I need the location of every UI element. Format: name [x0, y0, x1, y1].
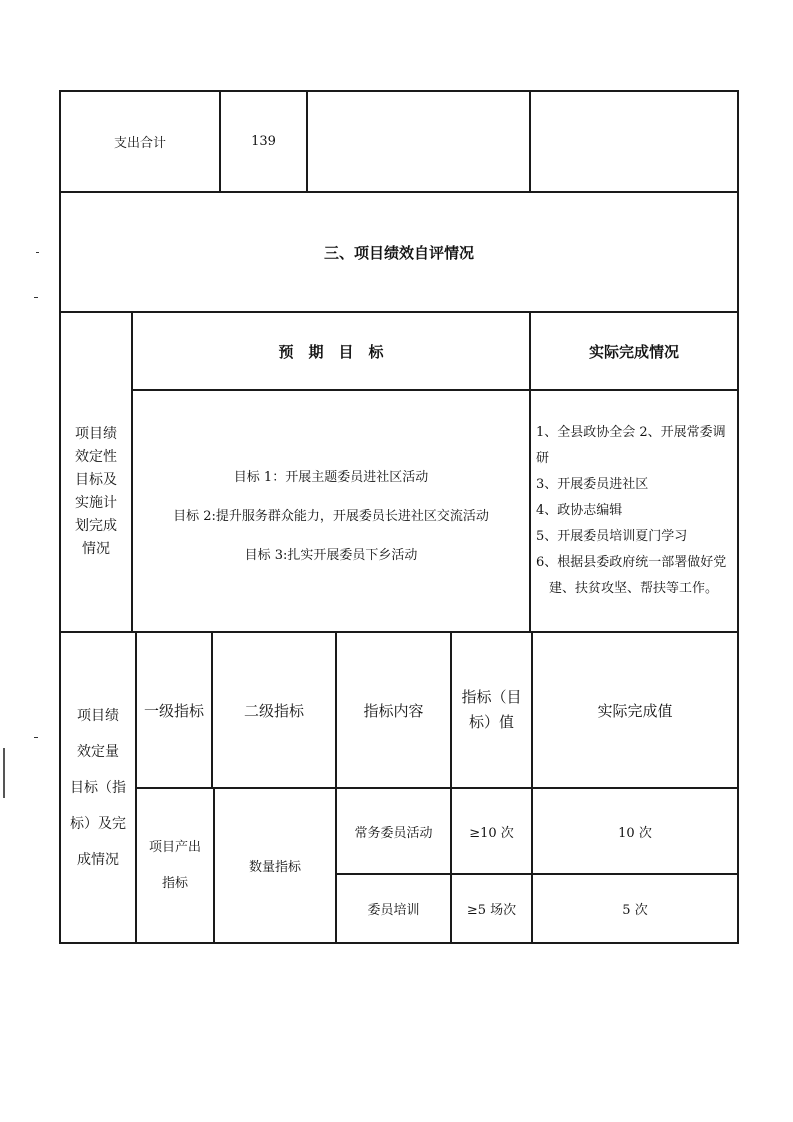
expense-empty-cell-2: [531, 92, 737, 191]
actual-completion-list: [536, 391, 737, 631]
header-indicator-content: 指标内容: [363, 701, 424, 720]
actual-item: 3、开展委员进社区: [536, 477, 649, 492]
expense-empty-cell-1: [308, 92, 529, 191]
scan-mark: [3, 748, 5, 798]
actual-item: 5、开展委员培训夏门学习: [536, 529, 688, 544]
scan-mark: [34, 297, 38, 298]
table-row-actual: 10 次: [618, 825, 652, 841]
actual-item: 6、根据县委政府统一部署做好党: [536, 555, 727, 570]
goal-item: 目标 2:提升服务群众能力，开展委员长进社区交流活动: [173, 508, 489, 524]
section-title: 三、项目绩效自评情况: [323, 243, 474, 262]
goal-item: 目标 1：开展主题委员进社区活动: [233, 469, 429, 485]
scan-mark: [36, 252, 39, 253]
table-row-content: 委员培训: [367, 903, 420, 918]
actual-item: 1、全县政协全会 2、开展常委调: [536, 425, 726, 440]
scan-mark: [34, 737, 38, 738]
header-actual-value: 实际完成值: [597, 701, 673, 720]
table-row-target: ≥5 场次: [466, 903, 517, 918]
actual-item: 研: [536, 451, 550, 466]
header-level2-indicator: 二级指标: [243, 701, 304, 720]
goal-item: 目标 3:扎实开展委员下乡活动: [244, 547, 418, 563]
actual-item: 4、政协志编辑: [536, 503, 623, 518]
level2-value: 数量指标: [248, 860, 301, 875]
header-level1-indicator: 一级指标: [143, 701, 204, 720]
table-row-actual: 5 次: [622, 903, 648, 918]
expected-goals-header: 预 期 目 标: [278, 342, 384, 361]
level1-value: 项目产出 指标: [148, 839, 201, 891]
qualitative-side-label: 项目绩 效定性 目标及 实施计 划完成 情况: [75, 426, 117, 557]
expected-goals-list: [133, 391, 529, 631]
actual-completion-header: 实际完成情况: [588, 342, 679, 361]
header-indicator-target: 指标（目 标）值: [461, 688, 522, 731]
expense-total-amount: 139: [251, 134, 276, 149]
expense-total-label: 支出合计: [113, 136, 166, 151]
table-row-content: 常务委员活动: [354, 825, 433, 841]
quantitative-side-label: 项目绩 效定量 目标（指 标）及完 成情况: [70, 707, 126, 868]
actual-item: 建、扶贫攻坚、帮扶等工作。: [536, 581, 719, 596]
table-row-target: ≥10 次: [469, 825, 514, 841]
